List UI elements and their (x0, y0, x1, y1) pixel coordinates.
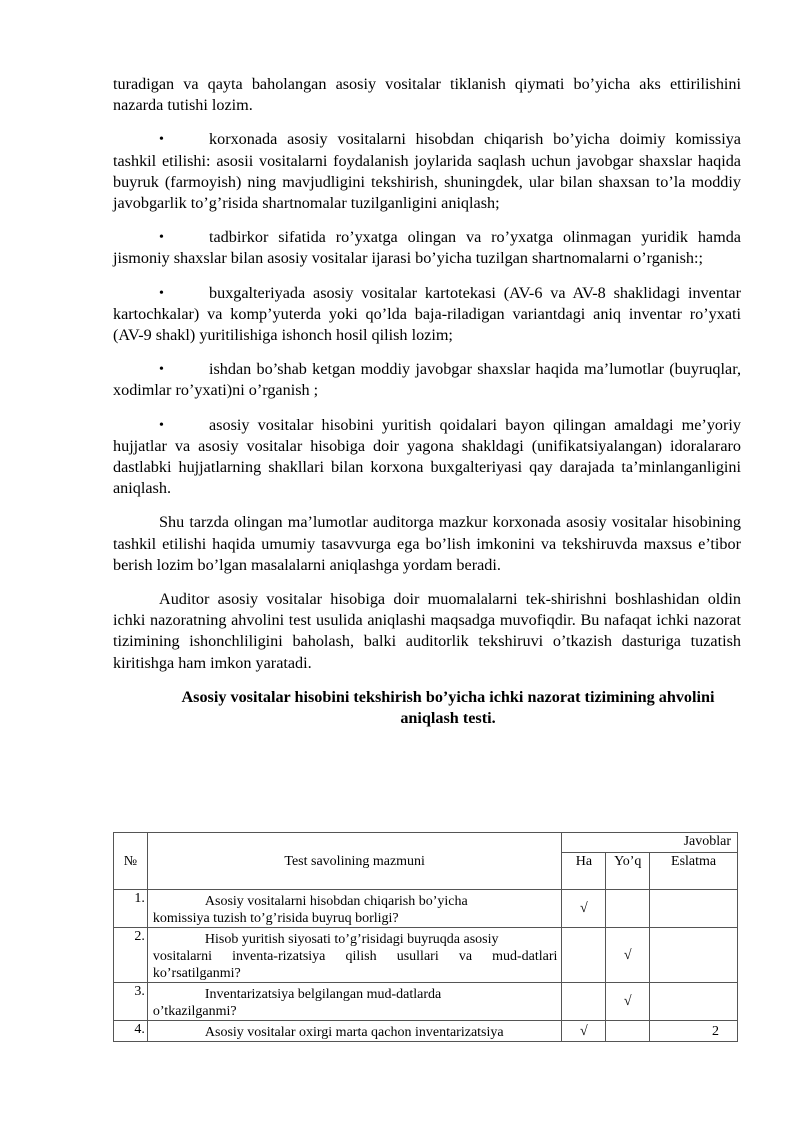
paragraph-intro: turadigan va qayta baholangan asosiy vositalar tiklanish qiymati bo’yicha aks ettirilishini nazarda tutishi lozim. (113, 75, 741, 115)
paragraph-auditor: Auditor asosiy vositalar hisobiga doir muomalalarni tek-shirishni boshlashidan oldin ichki nazoratning ahvolini test usulida aniqlashi maqsadga muvofiqdir. Bu nafaqat ichki nazorat tizimining ishonchliligini baholash, balki auditorlik tekshiruvi o’tkazish dasturiga tuzatish kiritishga ham imkon yaratadi. (113, 590, 741, 672)
question-line-2: komissiya tuzish to’g’risida buyruq borligi? (152, 911, 399, 926)
bullet-icon: • (159, 285, 164, 301)
table-row (114, 890, 738, 928)
table-row (114, 1021, 738, 1042)
bullet-icon: • (159, 362, 164, 378)
table-row (114, 983, 738, 1021)
question-line-2: vositalarni inventa-rizatsiya qilish usullari va mud-datlari ko’rsatilganmi? (152, 949, 558, 981)
row-question (147, 983, 562, 1021)
row-note (650, 928, 738, 983)
table-header-row (114, 833, 738, 853)
bullet-text: ishdan bo’shab ketgan moddiy javobgar shaxslar haqida ma’lumotlar (buyruqlar, xodimlar ro’yxati)ni o’rganish ; (113, 360, 741, 400)
bullet-item-1 (113, 129, 741, 214)
row-no (606, 1021, 650, 1042)
row-note (650, 890, 738, 928)
bullet-text: asosiy vositalar hisobini yuritish qoidalari bayon qilingan amaldagi me’yoriy hujjatlar va asosiy vositalar hisobiga doir yagona shakldagi (unifikatsiyalangan) idoralararo dastlabki hujjatlarning shakllari bilan korxona buxgalteriyasi qay darajada ta’minlanganligini aniqlash. (113, 415, 741, 498)
row-number: 1. (114, 890, 148, 928)
row-question (147, 890, 562, 928)
row-yes (562, 983, 606, 1021)
row-yes (562, 928, 606, 983)
question-line-1: Hisob yuritish siyosati to’g’risidagi buyruqda asosiy (204, 932, 499, 947)
row-number: 4. (114, 1021, 148, 1042)
bullet-text: tadbirkor sifatida ro’yxatga olingan va ro’yxatga olinmagan yuridik hamda jismoniy shaxslar bilan asosiy vositalar ijarasi bo’yicha tuzilgan shartnomalarni o’rganish:; (113, 228, 741, 268)
table-title: Asosiy vositalar hisobini tekshirish bo’yicha ichki nazorat tizimining ahvolini aniqlash testi. (181, 687, 715, 727)
row-note (650, 983, 738, 1021)
bullet-item-2 (113, 227, 741, 269)
row-yes: √ (562, 1021, 606, 1042)
bullet-item-3 (113, 283, 741, 347)
bullet-text: korxonada asosiy vositalarni hisobdan chiqarish bo’yicha doimiy komissiya tashkil etilishi: asosii vositalarni foydalanish joylarida saqlash uchun javobgar shaxslar haqida buyruk (farmoyish) ning mavjudligini tekshirish, shuningdek, ular bilan shaxsan to’la moddiy javobgarlik to’g’risida shartnomalar tuzilganligini aniqlash; (113, 130, 741, 213)
bullet-icon: • (159, 230, 164, 246)
row-no: √ (606, 983, 650, 1021)
header-question: Test savolining mazmuni (147, 833, 562, 890)
header-number: № (114, 833, 148, 890)
bullet-icon: • (159, 132, 164, 148)
row-note: 2 (650, 1021, 738, 1042)
row-no (606, 890, 650, 928)
row-no: √ (606, 928, 650, 983)
control-test-table (113, 832, 738, 1042)
document-page (113, 74, 741, 1040)
bullet-item-4 (113, 359, 741, 401)
bullet-text: buxgalteriyada asosiy vositalar kartotekasi (AV-6 va AV-8 shaklidagi inventar kartochkalar) va komp’yuterda yoki qo’lda baja-riladigan variantdagi aniq inventar ro’yxati (AV-9 shakl) yuritilishiga ishonch hosil qilish lozim; (113, 283, 741, 345)
row-number: 3. (114, 983, 148, 1021)
bullet-icon: • (159, 417, 164, 433)
question-line-1: Asosiy vositalarni hisobdan chiqarish bo’yicha (204, 894, 468, 909)
question-line-2: o’tkazilganmi? (152, 1004, 237, 1019)
header-no: Yo’q (606, 853, 650, 890)
bullet-item-5 (113, 415, 741, 500)
paragraph-summary: Shu tarzda olingan ma’lumotlar auditorga mazkur korxonada asosiy vositalar hisobining tashkil etilishi haqida umumiy tasavvurga ega bo’lish imkonini va tekshiruvda maxsus e’tibor berish lozim bo’lgan masalalarni aniqlashga yordam beradi. (113, 513, 741, 574)
header-yes: Ha (562, 853, 606, 890)
question-line-1: Inventarizatsiya belgilangan mud-datlarda (204, 987, 442, 1002)
header-note: Eslatma (650, 853, 738, 890)
question-line-1: Asosiy vositalar oxirgi marta qachon inventarizatsiya (204, 1025, 504, 1040)
row-yes: √ (562, 890, 606, 928)
row-question (147, 928, 562, 983)
table-row (114, 928, 738, 983)
row-number: 2. (114, 928, 148, 983)
row-question (147, 1021, 562, 1042)
header-answers: Javoblar (562, 833, 738, 853)
